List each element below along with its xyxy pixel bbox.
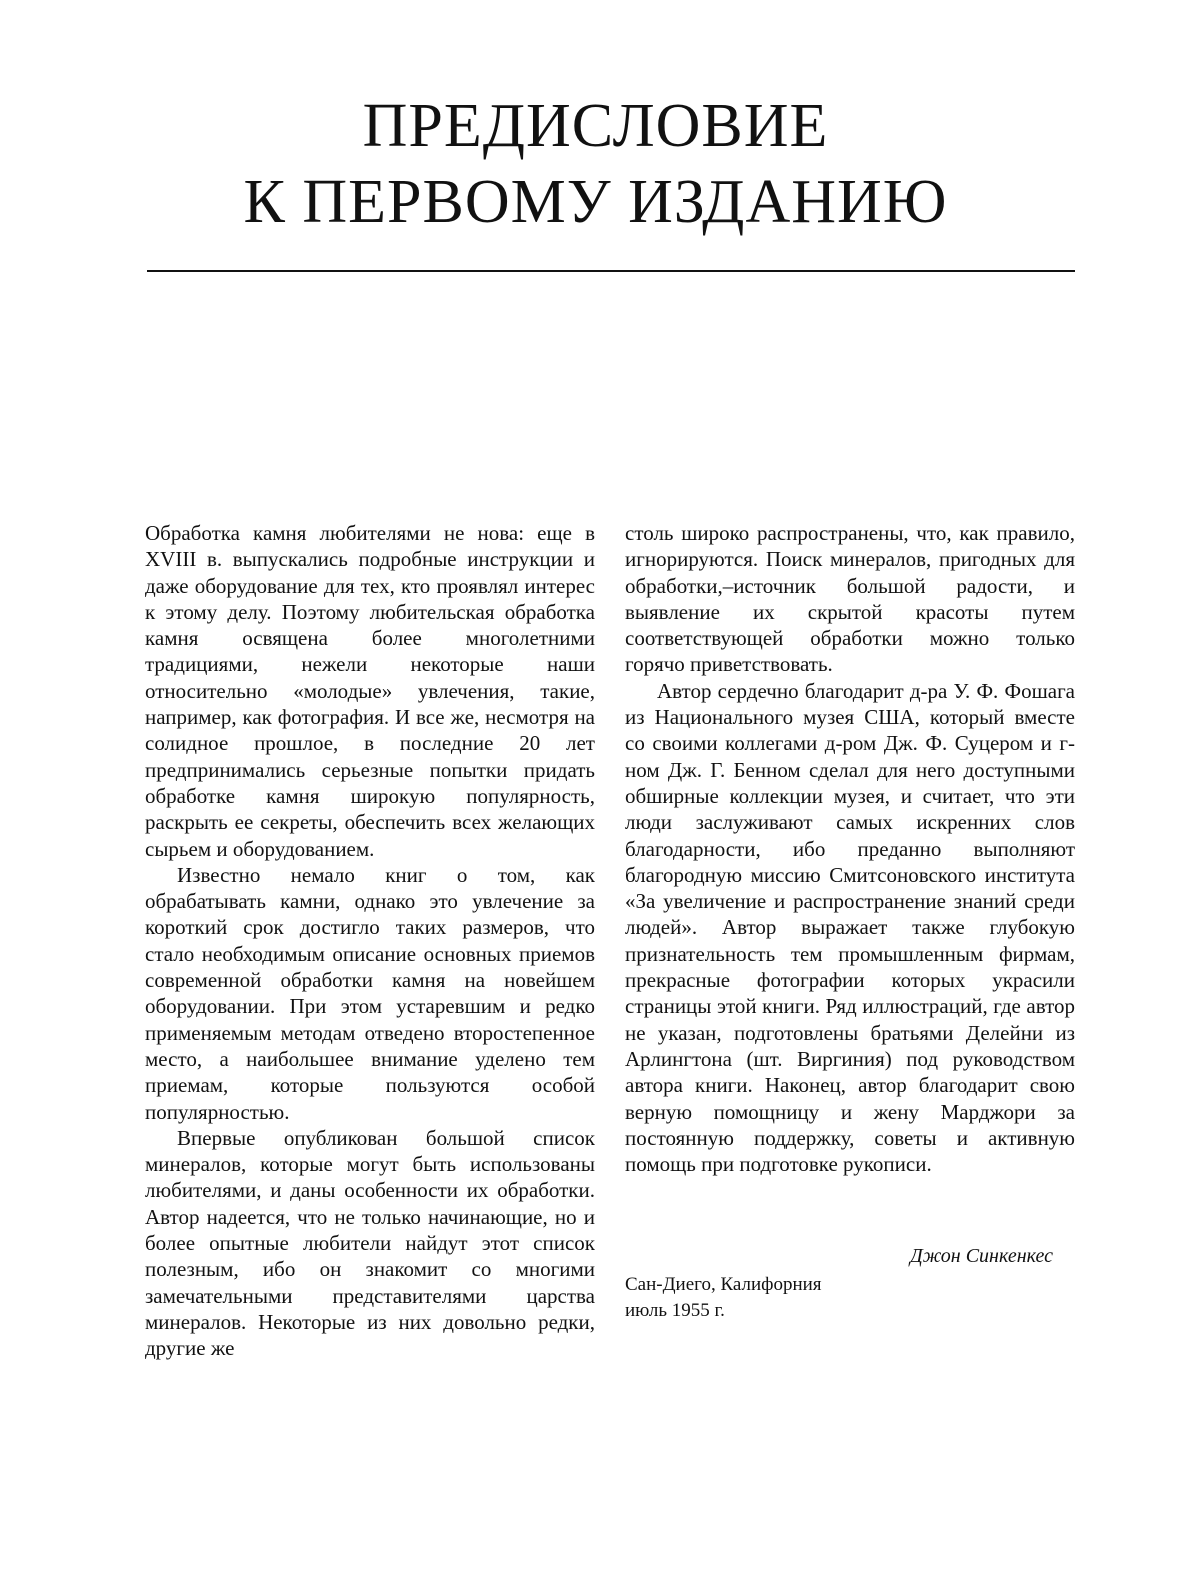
paragraph: столь широко распространены, что, как правило, игнорируются. Поиск минералов, пригодных для обработки,–источник большой радости, и выявление их скрытой красоты путем соответствующей обработки можно только горячо приветствовать.: [625, 521, 1075, 677]
title-divider: [147, 270, 1075, 272]
page-title: [0, 88, 1191, 240]
signature-place: Сан-Диего, Калифорния: [625, 1274, 822, 1295]
paragraph: Автор сердечно благодарит д-ра У. Ф. Фошага из Национального музея США, который вместе со своими коллегами д-ром Дж. Ф. Суцером и г-ном Дж. Г. Бенном сделал для него доступными обширные коллекции музея, и считает, что эти люди заслуживают самых искренних слов благодарности, ибо преданно выполняют благородную миссию Смитсоновского института «За увеличение и распространение знаний среди людей». Автор выражает также глубокую признательность тем промышленным фирмам, прекрасные фотографии которых украсили страницы этой книги. Ряд иллюстраций, где автор не указан, подготовлены братьями Делейни из Арлингтона (шт. Виргиния) под руководством автора книги. Наконец, автор благодарит свою верную помощницу и жену Марджори за постоянную поддержку, советы и активную помощь при подготовке рукописи.: [625, 678, 1075, 1177]
text-column-left: [145, 520, 595, 1362]
paragraph: Известно немало книг о том, как обрабатывать камни, однако это увлечение за короткий срок достигло таких размеров, что стало необходимым описание основных приемов современной обработки камня на новейшем оборудовании. При этом устаревшим и редко применяемым методам отведено второстепенное место, а наибольшее внимание уделено тем приемам, которые пользуются особой популярностью.: [145, 862, 595, 1124]
signature-place-date: [625, 1272, 925, 1324]
paragraph: Впервые опубликован большой список минералов, которые могут быть использованы любителями, и даны особенности их обработки. Автор надеется, что не только начинающие, но и более опытные любители найдут этот список полезным, ибо он знакомит со многими замечательными представителями царства минералов. Некоторые из них довольно редки, другие же: [145, 1125, 595, 1361]
text-column-right: [625, 520, 1075, 1177]
title-line-2: К ПЕРВОМУ ИЗДАНИЮ: [243, 168, 948, 236]
title-line-1: ПРЕДИСЛОВИЕ: [362, 92, 829, 160]
author-signature: Джон Синкенкес: [909, 1245, 1053, 1267]
paragraph: Обработка камня любителями не нова: еще в XVIII в. выпускались подробные инструкции и даже оборудование для тех, кто проявлял интерес к этому делу. Поэтому любительская обработка камня освящена более многолетними традициями, нежели некоторые наши относительно «молодые» увлечения, такие, например, как фотография. И все же, несмотря на солидное прошлое, в последние 20 лет предпринимались серьезные попытки придать обработке камня широкую популярность, раскрыть ее секреты, обеспечить всех желающих сырьем и оборудованием.: [145, 521, 595, 861]
signature-date: июль 1955 г.: [625, 1300, 725, 1321]
